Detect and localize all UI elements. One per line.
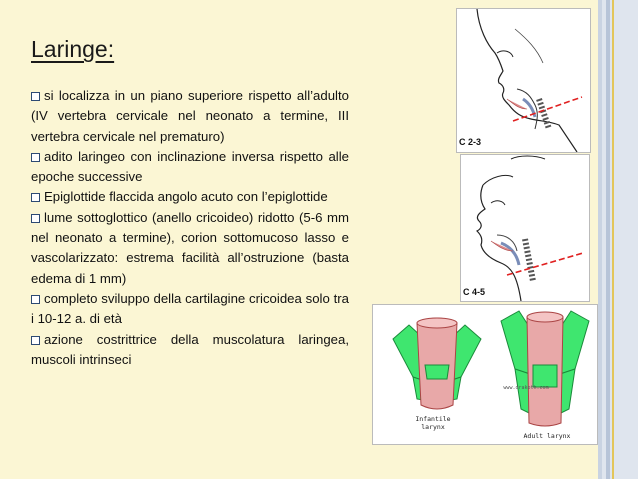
infantile-label [403, 415, 463, 431]
vertebra-label-c4-5: C 4-5 [463, 287, 486, 297]
bullet-text: adito laringeo con inclinazione inversa rispetto alle epoche successive [31, 148, 349, 185]
band-stripe [598, 0, 602, 479]
adult-head-figure [460, 154, 590, 302]
adult-larynx-drawing [501, 311, 589, 426]
band-stripe-gold [612, 0, 614, 479]
bullet-text: si localizza in un piano superiore rispetto all’adulto (IV vertebra cervicale nel neonato a termine, III vertebra cervicale nel prematuro) [31, 88, 349, 144]
vertebra-label-c2-3: C 2-3 [459, 137, 482, 147]
infant-head-figure [456, 8, 591, 153]
bullet-text: completo sviluppo della cartilagine cricoidea solo tra i 10-12 a. di età [31, 290, 349, 327]
checkbox-bullet-icon [31, 193, 40, 202]
adult-larynx-label: Adult larynx [523, 432, 571, 440]
bullet-item [31, 187, 349, 207]
infantile-larynx-drawing [393, 318, 481, 409]
infant-head-drawing [457, 9, 590, 152]
infantile-label-line1: Infantile [415, 415, 451, 423]
bullet-list [31, 86, 349, 370]
bullet-item [31, 289, 349, 330]
bullet-text: azione costrittrice della muscolatura laringea, muscoli intrinseci [31, 331, 349, 367]
larynx-comparison-figure [372, 304, 598, 445]
band-stripe [606, 0, 610, 479]
bullet-text: lume sottoglottico (anello cricoideo) ridotto (5-6 mm nel neonato a termine), corion sottomucoso lasso e vascolarizzato: estrema facilità all’ostruzione (basta edema di 1 mm) [31, 209, 349, 286]
adult-head-drawing [461, 155, 589, 301]
checkbox-bullet-icon [31, 295, 40, 304]
slide-title: Laringe: [31, 36, 115, 62]
bullet-text: Epiglottide flaccida angolo acuto con l’epiglottide [44, 189, 328, 205]
bullet-item [31, 330, 349, 371]
checkbox-bullet-icon [31, 336, 40, 345]
checkbox-bullet-icon [31, 92, 40, 101]
watermark-text: www.drakoth.com [503, 385, 549, 391]
bullet-item [31, 208, 349, 289]
checkbox-bullet-icon [31, 153, 40, 162]
checkbox-bullet-icon [31, 214, 40, 223]
bullet-item [31, 86, 349, 147]
infantile-label-line2: larynx [421, 423, 445, 431]
decorative-right-band [598, 0, 638, 479]
bullet-item [31, 147, 349, 188]
